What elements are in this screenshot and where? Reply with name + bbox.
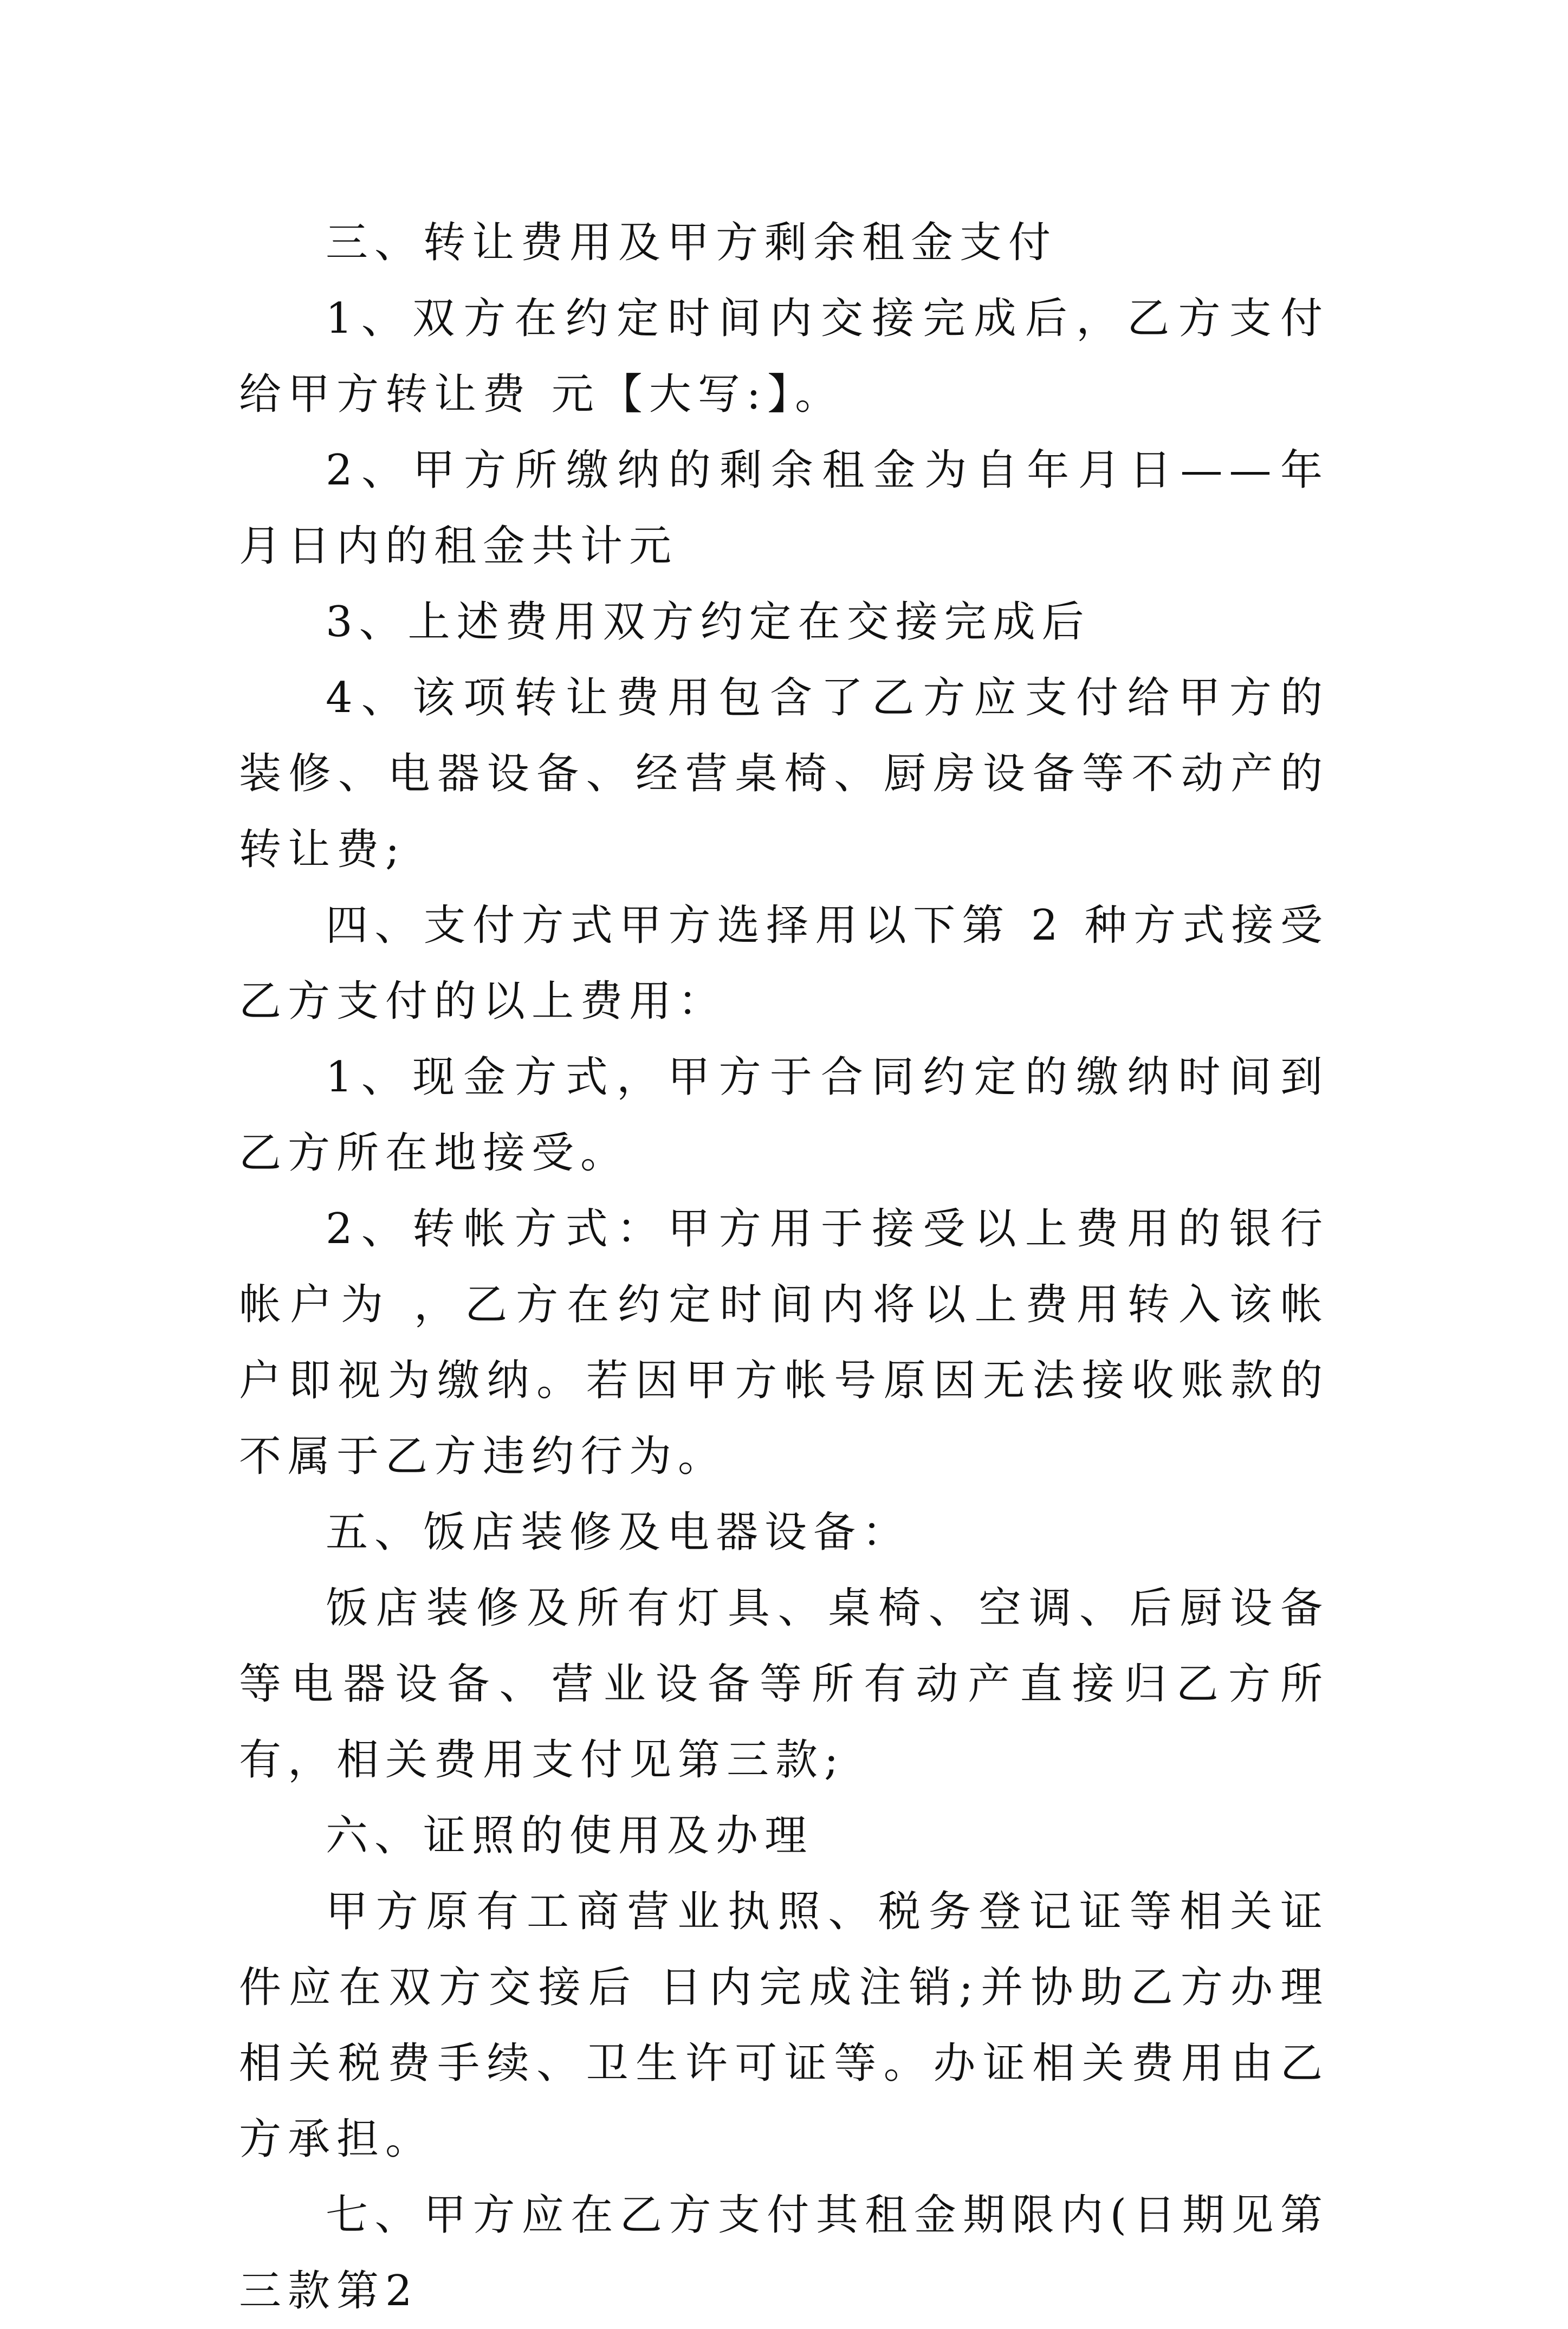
section-heading-licenses: 六、证照的使用及办理 [326, 1812, 814, 1860]
section-heading-seven: 七、甲方应在乙方支付其租金期限内(日期见第三款第2 [239, 2191, 1329, 2315]
clause-transfer-fee-payment: 1、双方在约定时间内交接完成后，乙方支付给甲方转让费 元【大写:】。 [239, 294, 1329, 419]
clause-cash-payment: 1、现金方式，甲方于合同约定的缴纳时间到乙方所在地接受。 [239, 1053, 1329, 1178]
document-body [239, 205, 1329, 2329]
clause-licenses: 甲方原有工商营业执照、税务登记证等相关证件应在双方交接后 日内完成注销;并协助乙方办理相关税费手续、卫生许可证等。办证相关费用由乙方承担。 [239, 1887, 1329, 2164]
section-heading-transfer-fees: 三、转让费用及甲方剩余租金支付 [326, 218, 1058, 267]
clause-bank-transfer: 2、转帐方式：甲方用于接受以上费用的银行帐户为 ，乙方在约定时间内将以上费用转入该帐户即视为缴纳。若因甲方帐号原因无法接收账款的不属于乙方违约行为。 [239, 1205, 1329, 1481]
clause-fee-coverage: 4、该项转让费用包含了乙方应支付给甲方的装修、电器设备、经营桌椅、厨房设备等不动产的转让费; [239, 674, 1329, 874]
clause-fee-timing: 3、上述费用双方约定在交接完成后 [326, 598, 1091, 646]
clause-remaining-rent: 2、甲方所缴纳的剩余租金为自年月日——年月日内的租金共计元 [239, 446, 1329, 571]
section-heading-decoration-equipment: 五、饭店装修及电器设备： [326, 1508, 911, 1557]
clause-decoration-equipment: 饭店装修及所有灯具、桌椅、空调、后厨设备等电器设备、营业设备等所有动产直接归乙方所有，相关费用支付见第三款; [239, 1584, 1329, 1784]
section-heading-payment-method: 四、支付方式甲方选择用以下第 2 种方式接受乙方支付的以上费用： [239, 901, 1329, 1026]
